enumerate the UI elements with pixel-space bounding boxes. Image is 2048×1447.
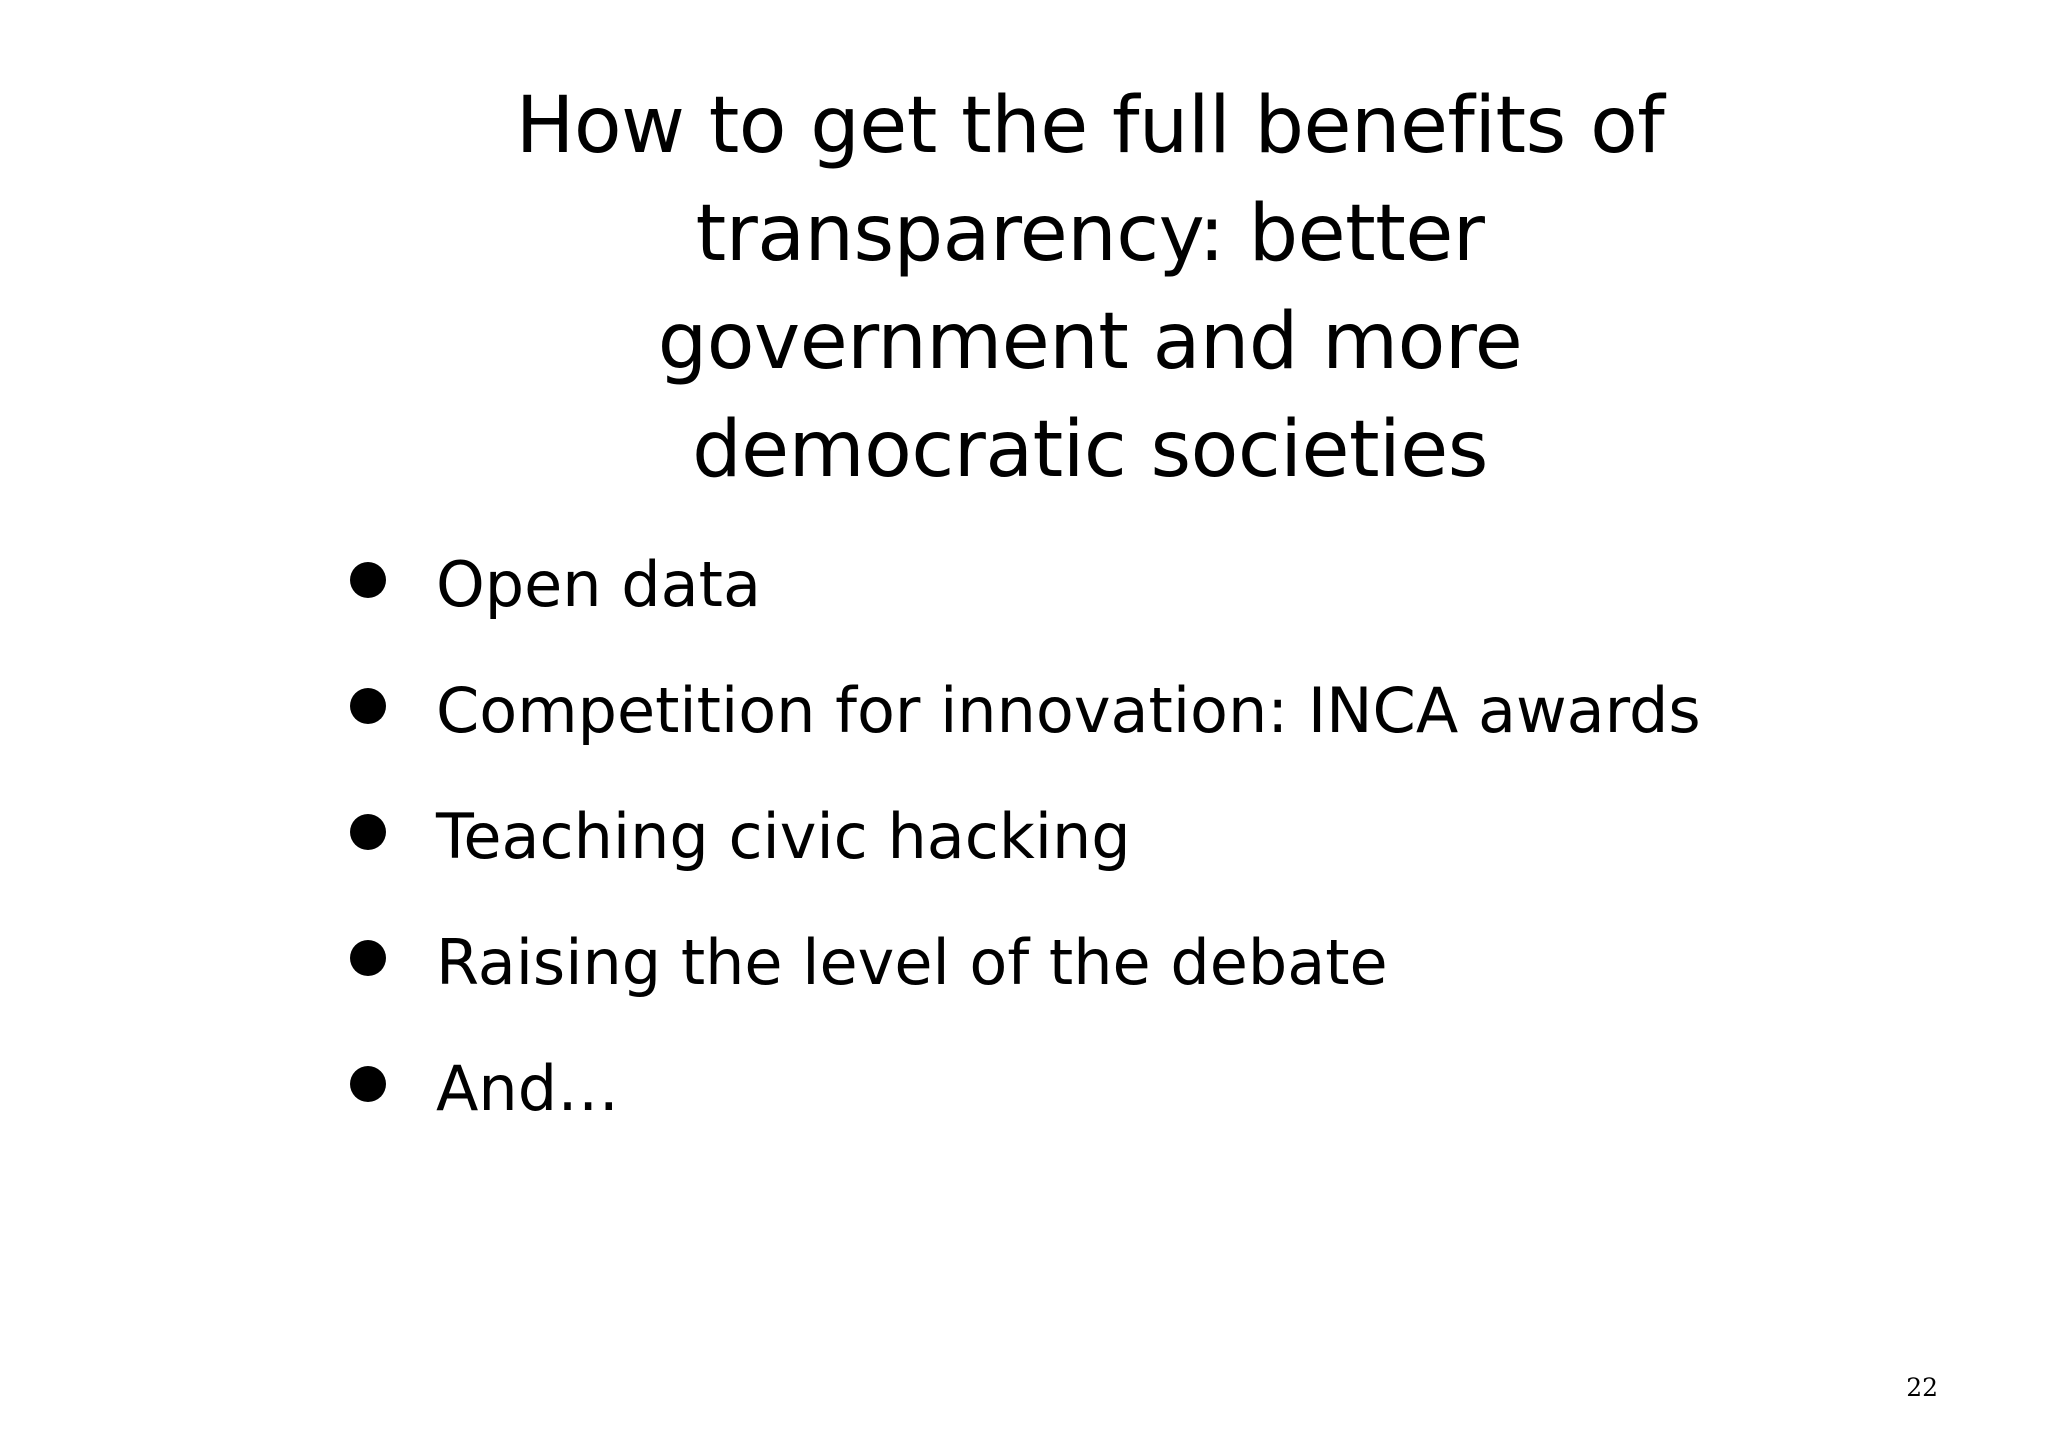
bullet-dot-icon <box>350 562 386 598</box>
bullet-dot-icon <box>350 688 386 724</box>
title-line: democratic societies <box>692 405 1488 495</box>
title-line: transparency: better <box>695 189 1485 279</box>
title-line: How to get the full benefits of <box>515 81 1665 171</box>
slide-title <box>440 72 1740 504</box>
bullet-dot-icon <box>350 940 386 976</box>
bullet-text: Teaching civic hacking <box>436 800 1131 873</box>
title-line: government and more <box>657 297 1523 387</box>
bullet-text: Open data <box>436 548 761 621</box>
page-number: 22 <box>1906 1373 1938 1402</box>
bullet-dot-icon <box>350 1066 386 1102</box>
bullet-text: Competition for innovation: INCA awards <box>436 674 1701 747</box>
bullet-dot-icon <box>350 814 386 850</box>
bullet-text: And… <box>436 1052 620 1125</box>
bullet-text: Raising the level of the debate <box>436 926 1388 999</box>
